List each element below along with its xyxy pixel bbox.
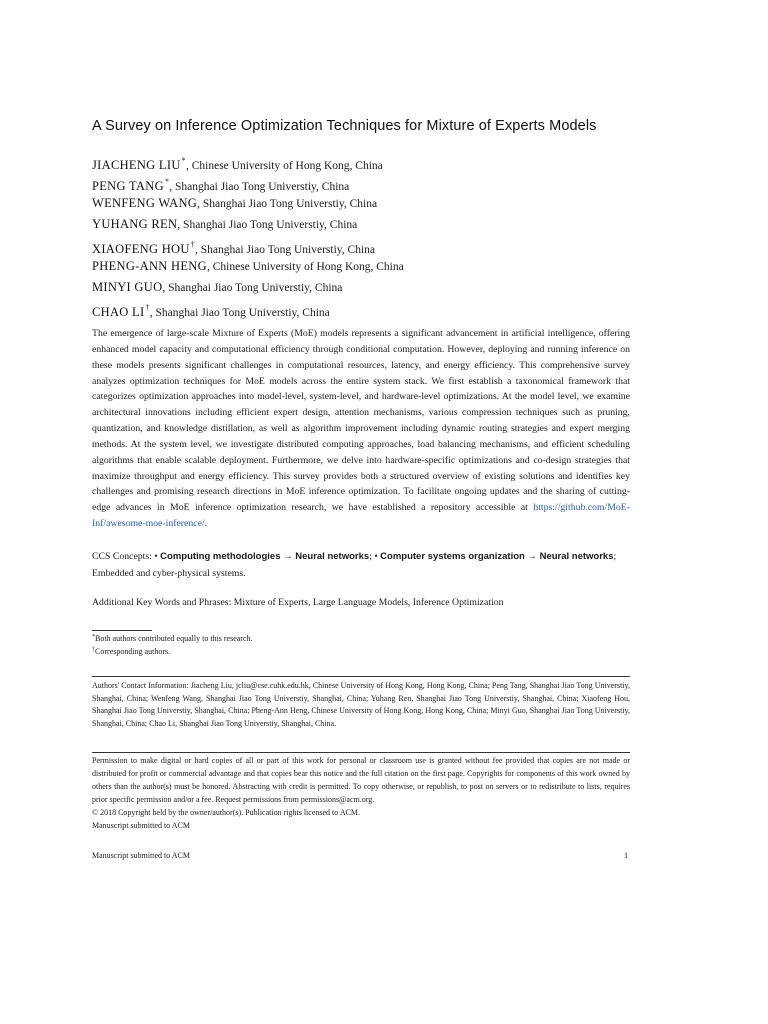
equal-contribution-mark: *: [164, 177, 170, 186]
author-name: WENFENG WANG: [92, 196, 198, 210]
author-row: [92, 234, 404, 255]
author-row: [92, 192, 404, 213]
ccs-concept-computing-methodologies: Computing methodologies → Neural networks: [160, 551, 370, 562]
footnotes: [92, 632, 253, 657]
abstract: [92, 326, 630, 532]
ccs-separator: ; •: [369, 551, 378, 562]
author-name: PENG TANG*: [92, 177, 170, 193]
corresponding-author-mark: †: [145, 303, 150, 312]
author-row: [92, 276, 404, 297]
permission-notice: [92, 755, 630, 832]
ccs-concepts: [92, 548, 632, 582]
author-affiliation: , Shanghai Jiao Tong Universtiy, China: [197, 198, 378, 210]
author-row: [92, 297, 404, 318]
repository-link[interactable]: https://github.com/MoE-Inf/awesome-moe-inference/: [92, 502, 630, 530]
abstract-period: .: [204, 518, 208, 530]
author-name: CHAO LI†: [92, 303, 150, 319]
permission-text: Permission to make digital or hard copies of all or part of this work for personal or classroom use is granted without fee provided that copies are not made or distributed for profit or commercial advantage and that copies bear this notice and the full citation on the first page. Copyrights for components of this work owned by others than the author(s) must be honored. Abstracting with credit is permitted. To copy otherwise, or republish, to post on servers or to redistribute to lists, requires prior specific permission and/or a fee. Request permissions from permissions@acm.org.: [92, 756, 630, 804]
paper-title: A Survey on Inference Optimization Techniques for Mixture of Experts Models: [92, 118, 597, 134]
author-row: [92, 171, 404, 192]
author-name: MINYI GUO: [92, 280, 163, 294]
ccs-suffix: ; Embedded and cyber-physical systems.: [92, 551, 617, 579]
author-row: [92, 213, 404, 234]
author-row: [92, 255, 404, 276]
abstract-text: The emergence of large-scale Mixture of Experts (MoE) models represents a significant advancement in artificial intelligence, offering enhanced model capacity and computational efficiency through conditional computation. However, deploying and running inference on these models presents significant challenges in computational resources, latency, and energy efficiency. This comprehensive survey analyzes optimization techniques for MoE models across the entire system stack. We first establish a taxonomical framework that categorizes optimization approaches into model-level, system-level, and hardware-level optimizations. At the model level, we examine architectural innovations including efficient expert design, attention mechanisms, various compression techniques such as pruning, quantization, and knowledge distillation, as well as algorithm improvement including dynamic routing strategies and expert merging methods. At the system level, we investigate distributed computing approaches, load balancing mechanisms, and efficient scheduling algorithms that enable scalable deployment. Furthermore, we delve into hardware-specific optimizations and co-design strategies that maximize throughput and energy efficiency. This survey provides both a structured overview of existing solutions and identifies key challenges and promising research directions in MoE inference optimization. To facilitate ongoing updates and the sharing of cutting-edge advances in MoE inference optimization research, we have established a repository accessible at: [92, 328, 630, 514]
author-name: XIAOFENG HOU†: [92, 240, 196, 256]
author-affiliation: , Chinese University of Hong Kong, China: [206, 261, 404, 273]
author-name: PHENG-ANN HENG: [92, 259, 207, 273]
keywords: Additional Key Words and Phrases: Mixture of Experts, Large Language Models, Inference Optimization: [92, 597, 504, 608]
ccs-concept-computer-systems: Computer systems organization → Neural networks: [380, 551, 614, 562]
copyright-line: © 2018 Copyright held by the owner/author(s). Publication rights licensed to ACM.: [92, 807, 361, 817]
author-list: [92, 150, 404, 318]
corresponding-author-mark: †: [190, 240, 196, 249]
author-affiliation: , Shanghai Jiao Tong Universtiy, China: [195, 244, 376, 256]
running-footer: Manuscript submitted to ACM: [92, 851, 190, 860]
equal-contribution-mark: *: [181, 156, 186, 165]
permission-rule: [92, 752, 630, 753]
author-affiliation: , Chinese University of Hong Kong, China: [185, 160, 383, 172]
author-row: [92, 150, 404, 171]
ccs-prefix: CCS Concepts: •: [92, 551, 158, 562]
author-name: YUHANG REN: [92, 217, 178, 231]
author-affiliation: , Shanghai Jiao Tong Universtiy, China: [169, 181, 350, 193]
page-number: 1: [624, 851, 628, 860]
manuscript-line: Manuscript submitted to ACM: [92, 820, 190, 830]
contact-information: Authors' Contact Information: Jiacheng Liu, jcliu@cse.cuhk.edu.hk, Chinese University of Hong Kong, Hong Kong, China; Peng Tang, Shanghai Jiao Tong Universtiy, Shanghai, China; Wenfeng Wang, Shanghai Jiao Tong Universtiy, Shanghai, China; Yuhang Ren, Shanghai Jiao Tong Universtiy, Shanghai, China; Xiaofeng Hou, Shanghai Jiao Tong Universtiy, Shanghai, China; Pheng-Ann Heng, Chinese University of Hong Kong, Hong Kong, China; Minyi Guo, Shanghai Jiao Tong Universtiy, Shanghai, China; Chao Li, Shanghai Jiao Tong Universtiy, Shanghai, China.: [92, 681, 630, 728]
author-affiliation: , Shanghai Jiao Tong Universtiy, China: [149, 307, 330, 319]
author-name: JIACHENG LIU*: [92, 156, 186, 172]
footnote-rule: [92, 630, 152, 631]
footnote-corresponding: †Corresponding authors.: [92, 646, 171, 656]
footnote-equal-contribution: *Both authors contributed equally to this research.: [92, 634, 253, 643]
contact-rule: [92, 676, 630, 677]
author-affiliation: , Shanghai Jiao Tong Universtiy, China: [177, 219, 358, 231]
author-affiliation: , Shanghai Jiao Tong Universtiy, China: [162, 282, 343, 294]
